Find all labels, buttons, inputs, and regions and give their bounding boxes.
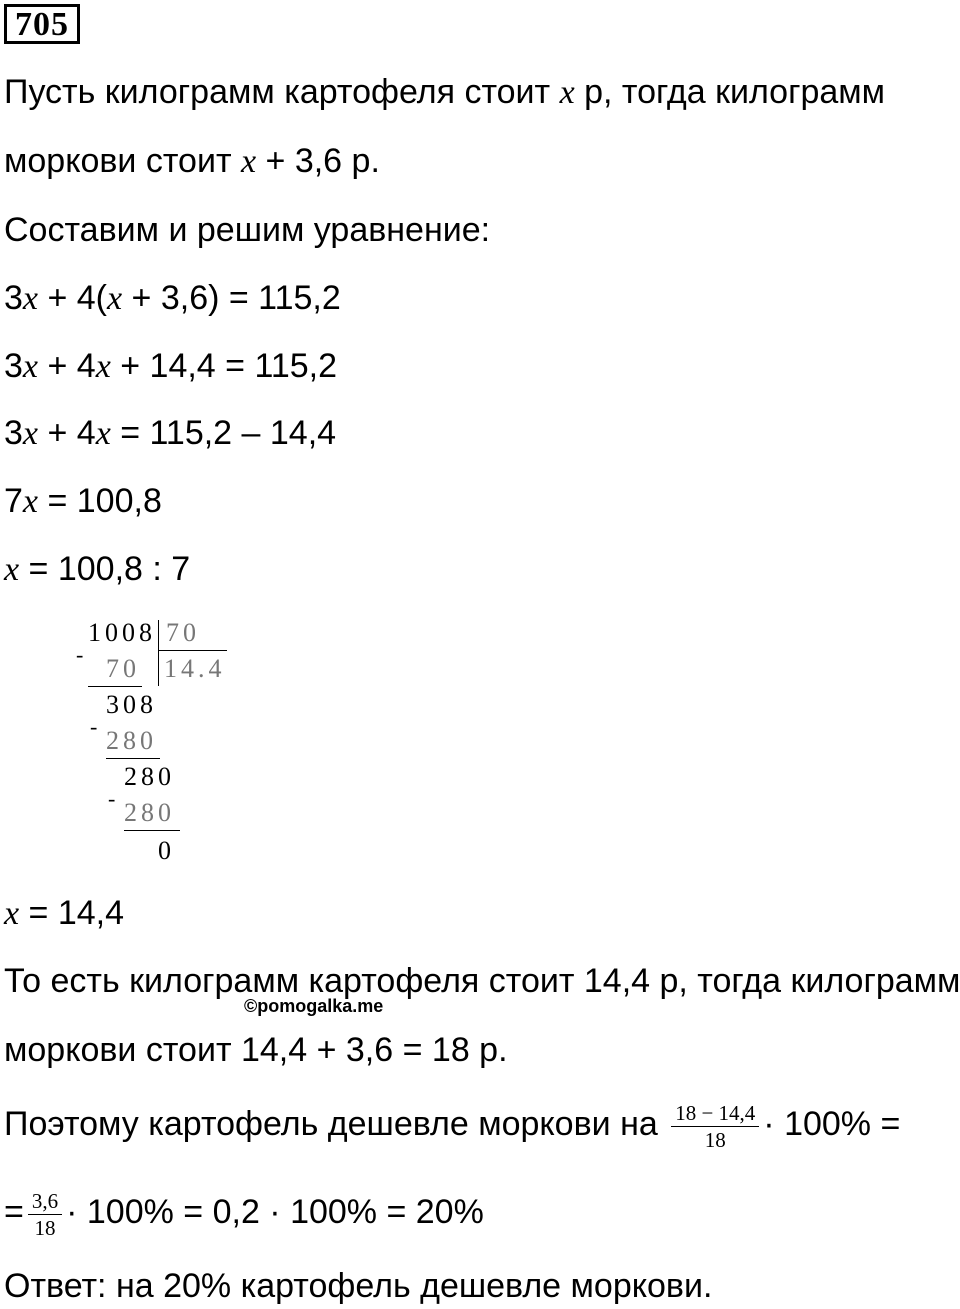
fraction-denominator: 18 [704,1127,726,1152]
text-segment: Поэтому картофель дешевле моркови на [4,1105,668,1143]
ld-final-remainder: 0 [158,836,175,865]
text-line-9: То есть килограмм картофеля стоит 14,4 р, тогда килограмм [4,962,960,1000]
fraction-denominator: 18 [34,1215,56,1240]
fraction-2 [28,1188,62,1241]
variable-x: x [95,348,111,385]
ld-step2-subtrahend: 280 [106,726,157,755]
ld-step2-remainder: 308 [106,690,157,719]
fraction-numerator: 18 − 14,4 [671,1100,759,1127]
fraction-numerator: 3,6 [28,1188,62,1215]
eq-part: + 14,4 = 115,2 [110,347,338,385]
text-segment: р, тогда килограмм [574,73,886,111]
text-segment: · 100% = 0,2 · 100% = 20% [66,1193,484,1231]
eq-part: 7 [4,482,23,520]
eq-part: 3 [4,347,23,385]
fraction-1 [671,1100,759,1153]
ld-minus: - [76,642,84,667]
eq-part: + 4 [38,414,96,452]
eq-part: + 3,6) = 115,2 [122,279,341,317]
ld-dividend: 1008 [88,618,156,647]
ld-minus: - [90,714,98,739]
equation-4 [4,481,162,522]
ld-quotient: 14.4 [164,654,226,683]
variable-x: x [22,280,39,317]
variable-x: x [107,280,123,317]
eq-part: = 115,2 – 14,4 [110,414,337,452]
eq-part: 3 [4,279,23,317]
ld-divider-vertical [158,620,159,686]
text-line-1 [4,72,885,113]
variable-x: x [22,348,39,385]
variable-x: x [22,415,39,452]
eq-part: = 14,4 [19,894,125,932]
watermark: ©pomogalka.me [244,996,384,1016]
ld-minus: - [108,786,116,811]
equation-3 [4,413,336,454]
variable-x: x [95,415,111,452]
text-line-10: моркови стоит 14,4 + 3,6 = 18 р. [4,1031,508,1069]
text-line-11 [4,1092,900,1156]
eq-part: = 100,8 : 7 [19,550,191,588]
variable-x: x [4,895,20,932]
answer-line: Ответ: на 20% картофель дешевле моркови. [4,1267,713,1305]
equation-1 [4,278,341,319]
text-line-12 [4,1180,484,1244]
text-segment: моркови стоит [4,142,241,180]
ld-rule-1 [88,686,142,687]
ld-rule-3 [124,830,180,831]
text-segment: Пусть килограмм картофеля стоит [4,73,560,111]
problem-number: 705 [4,4,80,44]
eq-part: 3 [4,414,23,452]
variable-x: x [22,483,39,520]
eq-part: = 100,8 [38,482,162,520]
ld-divisor-underline [159,650,227,651]
eq-part: + 4( [38,279,107,317]
variable-x: x [559,74,575,111]
ld-divisor: 70 [166,618,200,647]
equation-2 [4,346,337,387]
eq-part: + 4 [38,347,96,385]
text-segment: + 3,6 р. [256,142,380,180]
variable-x: x [4,551,20,588]
equation-6 [4,893,124,934]
ld-step3-subtrahend: 280 [124,798,175,827]
variable-x: x [240,143,257,180]
text-segment: = [4,1193,24,1231]
text-line-2 [4,141,380,182]
ld-step3-remainder: 280 [124,762,175,791]
text-segment: · 100% = [763,1105,901,1143]
ld-step1-subtrahend: 70 [106,654,140,683]
text-line-3: Составим и решим уравнение: [4,211,491,249]
equation-5 [4,549,190,590]
ld-rule-2 [106,758,160,759]
